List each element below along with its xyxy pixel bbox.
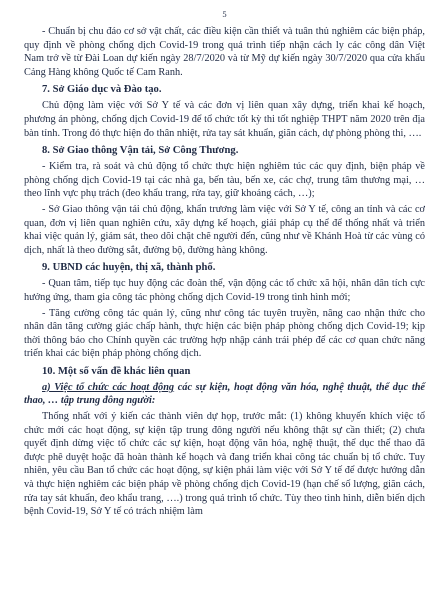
subsection-heading-a-rest: các sự kiện, hoạt động văn hóa, nghệ thuật, thể dục thể thao, … tập trung đông người:	[24, 381, 425, 407]
subsection-heading-a-lead: a) Việc tổ chức các hoạt động	[42, 381, 175, 393]
paragraph-transport-coordination: - Sở Giao thông vận tải chủ động, khẩn trương làm việc với Sở Y tế, công an tỉnh và các cơ quan, đơn vị liên quan nghiên cứu, xây dựng kế hoạch, giải pháp cụ thể để thống nhất và triển khai việc quản lý, giám sát, theo dõi chặt chẽ người đến, cũng như về Khánh Hoà từ các vùng có dịch, nhất là theo đường sắt, đường bộ, đường hàng không.	[24, 203, 425, 256]
paragraph-prep-quarantine: - Chuẩn bị chu đáo cơ sở vật chất, các điều kiện cần thiết và tuân thủ nghiêm các biện pháp, quy định về phòng chống dịch Covid-19 trong quá trình tiếp nhận cách ly các công dân Việt Nam trở về từ Đài Loan dự kiến ngày 28/7/2020 và từ Mỹ dự kiến ngày 30/7/2020 qua cửa khẩu Cảng Hàng không Quốc tế Cam Ranh.	[24, 26, 425, 78]
paragraph-education: Chủ động làm việc với Sở Y tế và các đơn vị liên quan xây dựng, triển khai kế hoạch, phương án phòng, chống dịch Covid-19 để tổ chức tốt kỳ thi tốt nghiệp THPT năm 2020 trên địa bàn tỉnh. Trong đó thực hiện đo thân nhiệt, rửa tay sát khuẩn, giãn cách, dự phòng phòng thi, ….	[24, 100, 425, 139]
section-heading-9: 9. UBND các huyện, thị xã, thành phố.	[42, 262, 216, 274]
paragraph-districts-management: - Tăng cường công tác quản lý, cũng như công tác tuyên truyền, nâng cao nhận thức cho nhân dân tăng cường giác chấp hành, thực hiện các biện pháp phòng chống dịch Covid-19; kịp thời thông báo cho Chính quyền các trường hợp nhập cảnh trái phép để các cơ quan chức năng triển khai các biện pháp phòng chống dịch.	[24, 307, 425, 360]
page-number: 5	[222, 9, 227, 19]
section-heading-7: 7. Sở Giáo dục và Đào tạo.	[42, 84, 162, 96]
paragraph-districts-mobilize: - Quan tâm, tiếp tục huy động các đoàn thể, vận động các tổ chức xã hội, nhân dân tích cực hưởng ứng, tham gia công tác phòng chống dịch Covid-19 trong tình hình mới;	[24, 278, 425, 303]
section-heading-10: 10. Một số vấn đề khác liên quan	[42, 365, 191, 377]
subsection-heading-a	[24, 381, 425, 408]
paragraph-events: Thống nhất với ý kiến các thành viên dự họp, trước mắt: (1) không khuyến khích việc tổ chức mới các hoạt động, sự kiện tập trung đông người nếu không thật sự cần thiết; (2) chưa quyết định dừng việc tổ chức các sự kiện, hoạt động văn hóa, nghệ thuật, thể dục thể thao đã được phê duyệt hoặc đã hoàn thành kế hoạch và đang triển khai công tác chuẩn bị tổ chức. Tuy nhiên, yêu cầu Ban tổ chức các hoạt động, sự kiện phải làm việc với Sở Y tế để được hướng dẫn và thực hiện nghiêm các biện pháp về phòng chống dịch Covid-19 (hạn chế số lượng, giãn cách, rửa tay sát khuẩn, đeo khẩu trang, ….) trong quá trình tổ chức. Tùy theo tình hình, diễn biến dịch bệnh Covid-19, Sở Y tế có trách nhiệm làm	[24, 411, 425, 518]
section-heading-8: 8. Sở Giao thông Vận tải, Sở Công Thương.	[42, 145, 239, 157]
paragraph-transport-inspection: - Kiểm tra, rà soát và chủ động tổ chức thực hiện nghiêm túc các quy định, biện pháp về phòng chống dịch Covid-19 tại các nhà ga, bến tàu, bến xe, các chợ, trung tâm thương mại, … theo lĩnh vực phụ trách (đeo khẩu trang, rửa tay, giữ khoảng cách, …);	[24, 161, 425, 200]
